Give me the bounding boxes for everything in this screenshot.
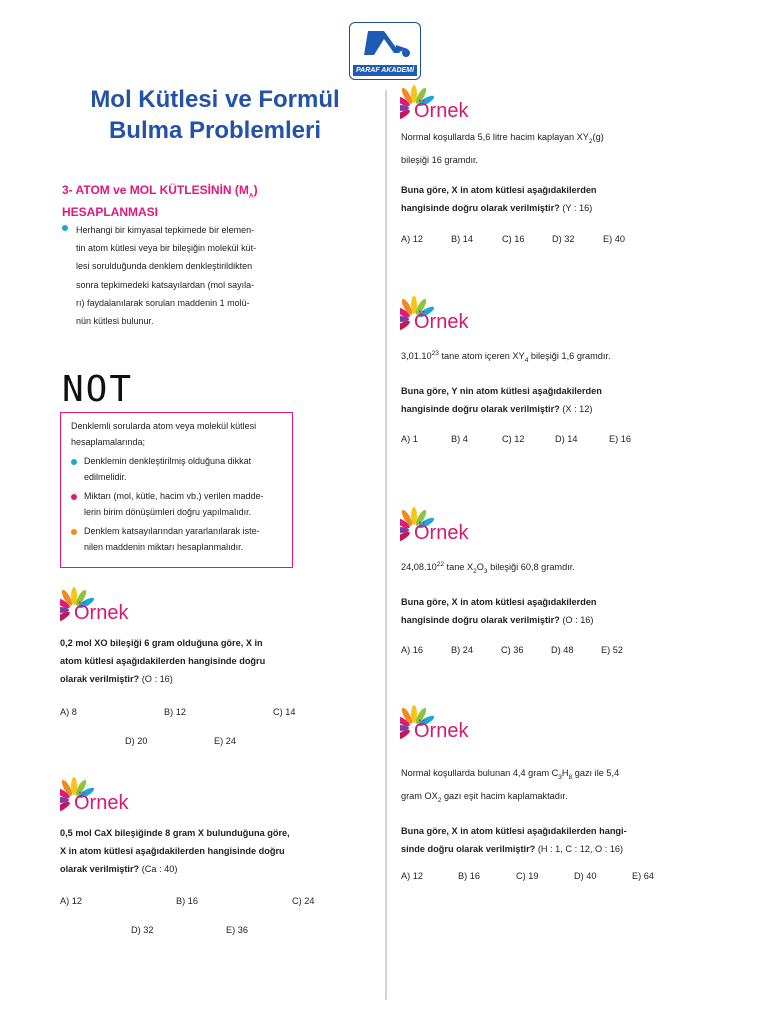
title-line-2: Bulma Problemleri [108, 117, 322, 144]
option-d[interactable]: D) 32 [131, 925, 154, 935]
logo-arrow-icon [350, 23, 420, 67]
option-c[interactable]: C) 24 [292, 896, 315, 906]
not-item-1: Denklemin denkleştirilmiş olduğuna dikkat edilmelidir. [71, 454, 282, 485]
bullet-icon [71, 459, 77, 465]
option-a[interactable]: A) 12 [401, 234, 423, 244]
not-item-2: Miktarı (mol, kütle, hacim vb.) verilen madde- lerin birim dönüşümleri doğru yapılmalıdır. [71, 489, 282, 520]
option-c[interactable]: C) 19 [516, 871, 539, 881]
option-c[interactable]: C) 16 [502, 234, 525, 244]
column-divider [385, 90, 387, 1000]
ornek-label: Örnek [60, 586, 180, 632]
option-d[interactable]: D) 48 [551, 645, 574, 655]
ornek-label: Örnek [400, 506, 520, 552]
option-e[interactable]: E) 24 [214, 736, 236, 746]
option-d[interactable]: D) 14 [555, 434, 578, 444]
option-b[interactable]: B) 24 [451, 645, 473, 655]
ornek-label: Örnek [60, 776, 180, 822]
question-1: 0,2 mol XO bileşiği 6 gram olduğuna göre, X in atom kütlesi aşağıdakilerden hangisinde doğru olarak verilmiştir? (O : 16) [60, 638, 266, 684]
option-b[interactable]: B) 4 [451, 434, 468, 444]
option-e[interactable]: E) 64 [632, 871, 654, 881]
question-2: 0,5 mol CaX bileşiğinde 8 gram X bulunduğuna göre, X in atom kütlesi aşağıdakilerden hangisinde doğru olarak verilmiştir? (Ca : 40) [60, 828, 290, 874]
question-6: Normal koşullarda bulunan 4,4 gram $C_3H_8$ gazı ile 5,4 gram $OX_2$ gazı eşit hacim kaplamaktadır. Buna göre, X in atom kütlesi aşağıdakilerden hangi- sinde doğru olarak verilmiştir? (H : 1, C : 12, O : 16) [401, 768, 627, 854]
option-d[interactable]: D) 40 [574, 871, 597, 881]
option-a[interactable]: A) 16 [401, 645, 423, 655]
option-b[interactable]: B) 12 [164, 707, 186, 717]
option-e[interactable]: E) 36 [226, 925, 248, 935]
option-c[interactable]: C) 36 [501, 645, 524, 655]
option-a[interactable]: A) 12 [60, 896, 82, 906]
option-e[interactable]: E) 40 [603, 234, 625, 244]
not-item-3: Denklem katsayılarından yararlanılarak iste- nilen maddenin miktarı hesaplanmalıdır. [71, 524, 282, 555]
ornek-label: Örnek [400, 84, 520, 130]
page-title [60, 84, 370, 146]
option-e[interactable]: E) 16 [609, 434, 631, 444]
option-b[interactable]: B) 14 [451, 234, 473, 244]
ornek-label: Örnek [400, 704, 520, 750]
option-c[interactable]: C) 12 [502, 434, 525, 444]
option-d[interactable]: D) 32 [552, 234, 575, 244]
bullet-icon [71, 494, 77, 500]
option-c[interactable]: C) 14 [273, 707, 296, 717]
ornek-label: Örnek [400, 295, 520, 341]
question-4: 3,01.10$^{23}$ tane atom içeren $XY_4$ bileşiği 1,6 gramdır. Buna göre, Y nin atom kütlesi aşağıdakilerden hangisinde doğru olarak verilmiştir? (X : 12) [401, 350, 611, 414]
option-a[interactable]: A) 1 [401, 434, 418, 444]
option-d[interactable]: D) 20 [125, 736, 148, 746]
section-heading: 3- ATOM ve MOL KÜTLESİNİN $(M_A)$ HESAPLANMASI [62, 183, 258, 220]
paraf-akademi-logo [349, 22, 421, 80]
question-3: Normal koşullarda 5,6 litre hacim kaplayan $XY_2(g)$ bileşiği 16 gramdır. Buna göre, X in atom kütlesi aşağıdakilerden hangisinde doğru olarak verilmiştir? (Y : 16) [401, 132, 604, 213]
option-b[interactable]: B) 16 [176, 896, 198, 906]
option-a[interactable]: A) 12 [401, 871, 423, 881]
option-a[interactable]: A) 8 [60, 707, 77, 717]
title-line-1: Mol Kütlesi ve Formül [90, 86, 340, 113]
bullet-icon [62, 225, 68, 231]
not-heading: NOT [62, 369, 134, 410]
option-b[interactable]: B) 16 [458, 871, 480, 881]
bullet-icon [71, 529, 77, 535]
question-5: 24,08.10$^{22}$ tane $X_2O_3$ bileşiği 60,8 gramdır. Buna göre, X in atom kütlesi aşağıdakilerden hangisinde doğru olarak verilmiştir? (O : 16) [401, 561, 597, 625]
not-box: Denklemli sorularda atom veya molekül kütlesi hesaplamalarında; Denklemin denkleştirilmiş olduğuna dikkat edilmelidir. Miktarı (mol, kütle, hacim vb.) verilen madde- lerin birim dönüşümleri doğru yapılmalıdır. Denklem katsayılarından yararlanılarak iste- nilen maddenin miktarı hesaplanmalıdır. [60, 412, 293, 568]
logo-text: PARAF AKADEMİ [353, 65, 417, 76]
option-e[interactable]: E) 52 [601, 645, 623, 655]
